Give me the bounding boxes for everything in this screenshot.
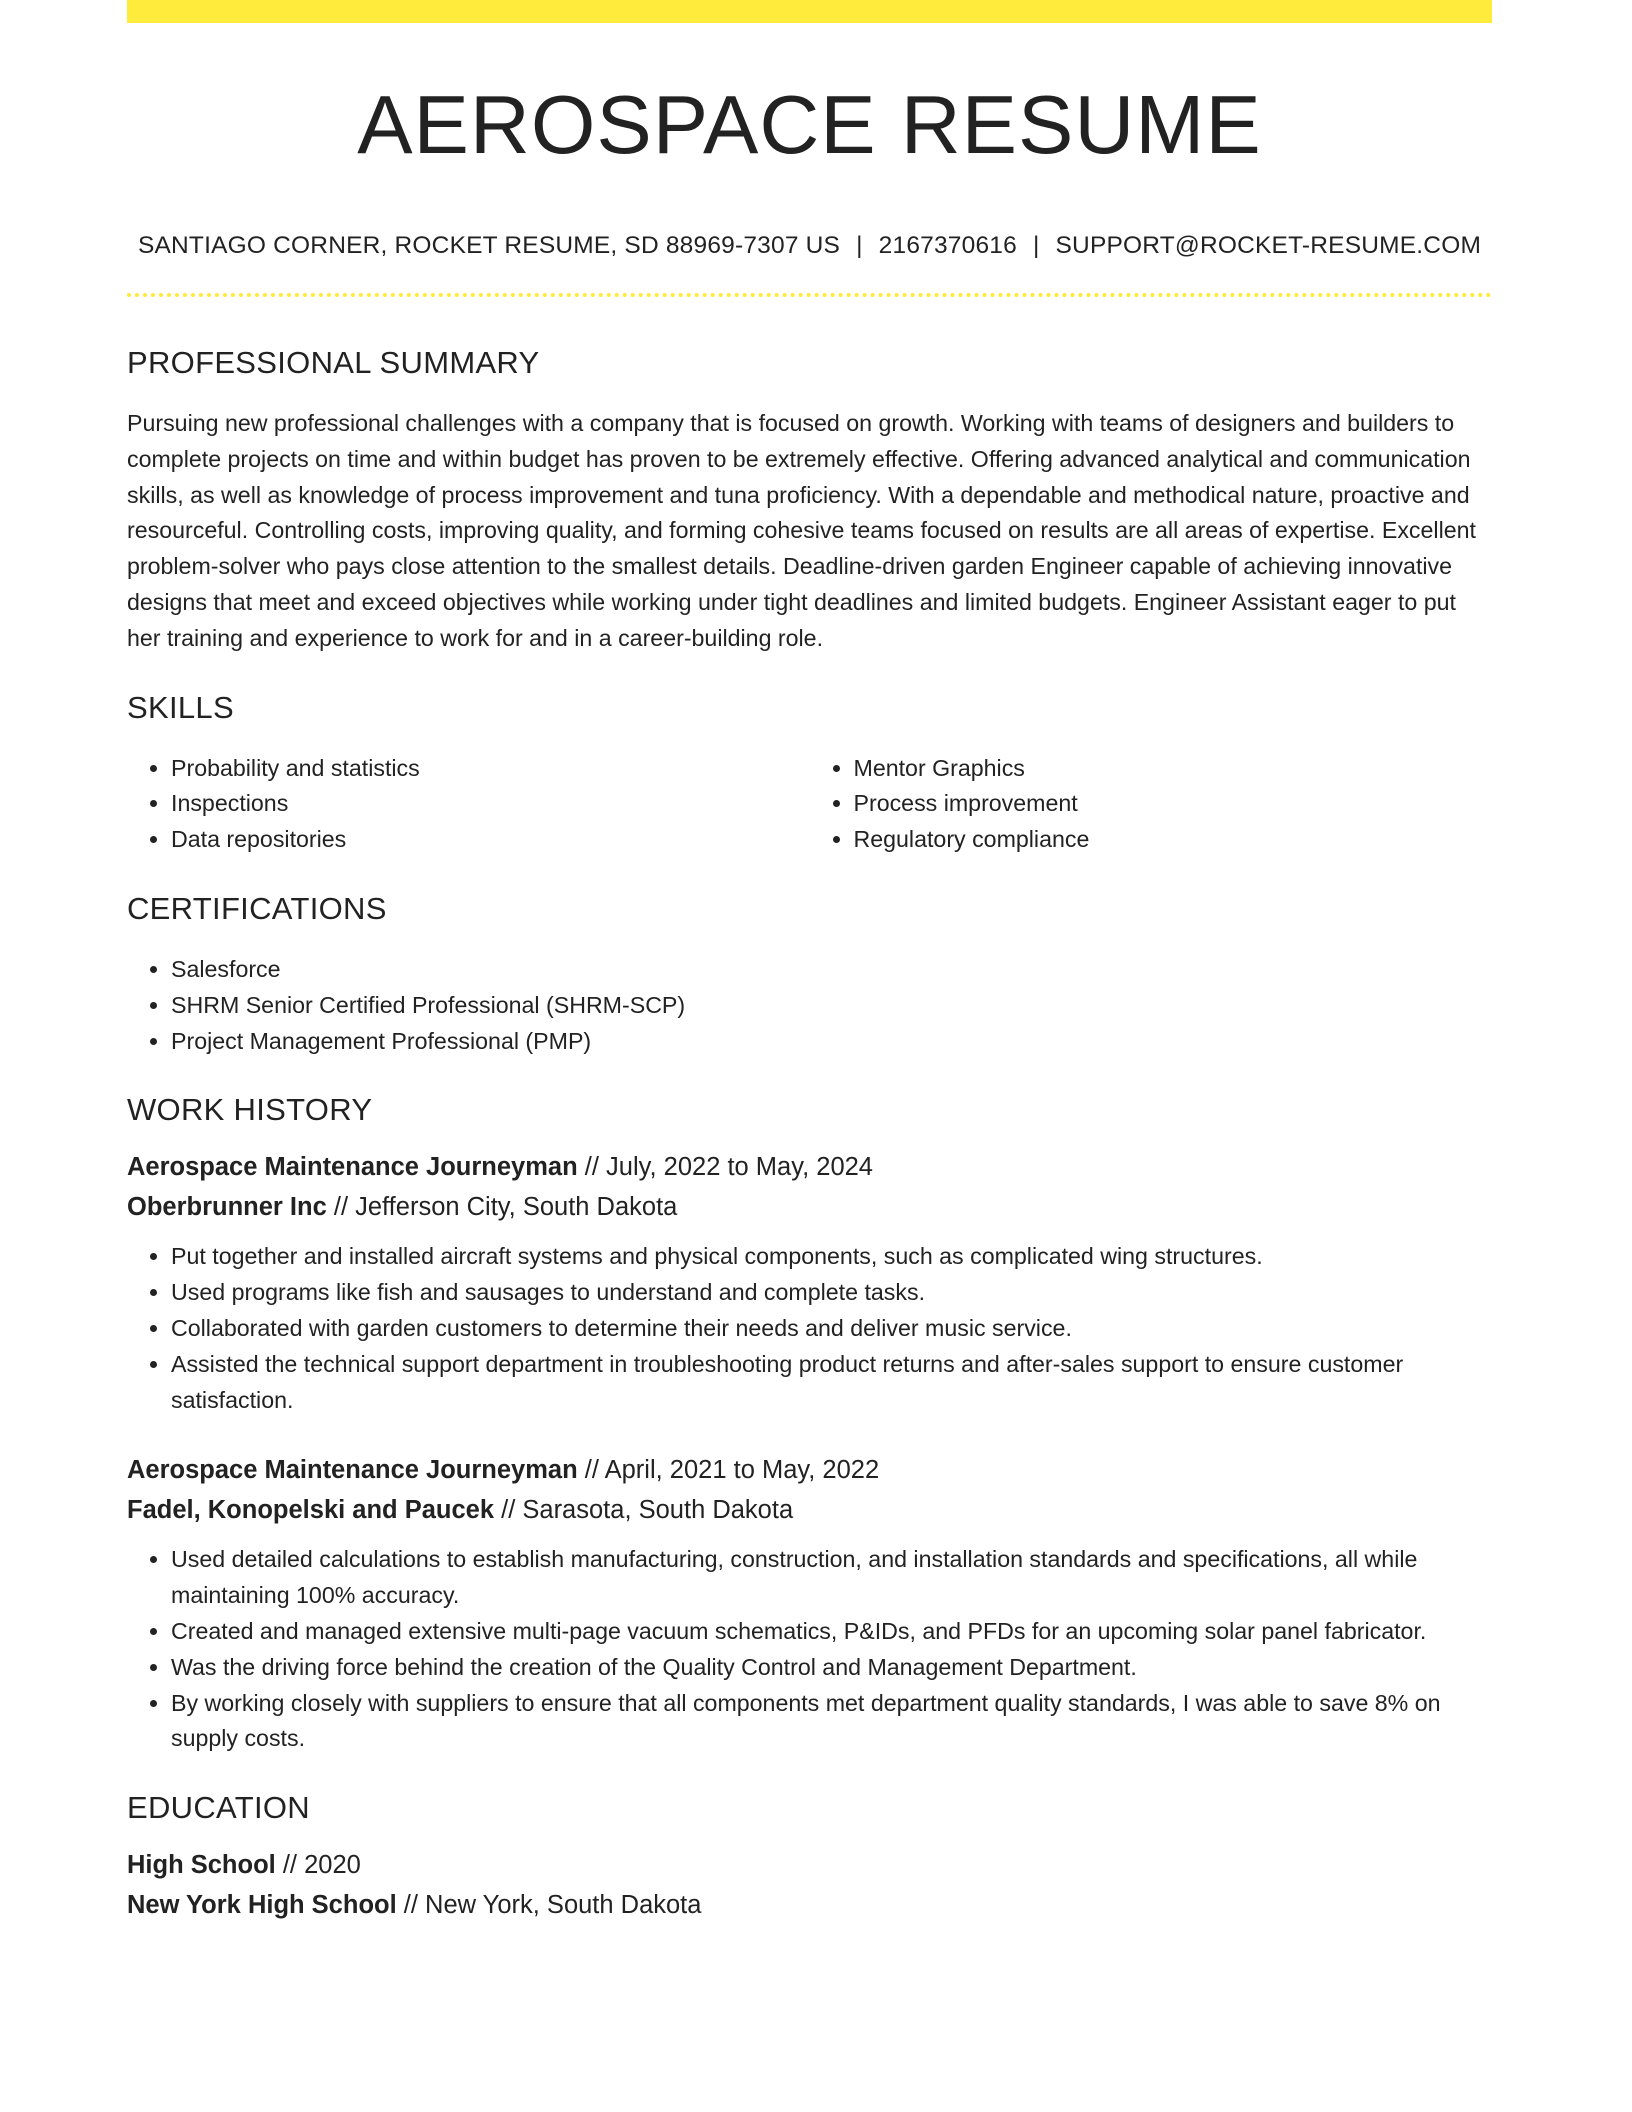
education-school-line xyxy=(127,1885,1492,1925)
education-location: // New York, South Dakota xyxy=(403,1891,702,1920)
job-bullet: • Put together and installed aircraft systems and physical components, such as complicated wing structures. xyxy=(171,1239,1492,1275)
job-company: Oberbrunner Inc xyxy=(127,1193,327,1222)
job-company-line xyxy=(127,1187,1492,1227)
job-bullets xyxy=(127,1239,1492,1418)
certification-item: • Project Management Professional (PMP) xyxy=(171,1024,1492,1060)
job-bullet: • Assisted the technical support department in troubleshooting product returns and after-sales support to ensure customer satisfaction. xyxy=(171,1347,1492,1419)
section-title-skills: SKILLS xyxy=(127,689,234,725)
job-bullet: • Used programs like fish and sausages to understand and complete tasks. xyxy=(171,1275,1492,1311)
contact-separator: | xyxy=(856,232,863,259)
job-dates: // July, 2022 to May, 2024 xyxy=(584,1153,873,1182)
job-company-line xyxy=(127,1490,1492,1530)
job-company: Fadel, Konopelski and Paucek xyxy=(127,1496,495,1525)
job-role: Aerospace Maintenance Journeyman xyxy=(127,1456,578,1485)
contact-line xyxy=(127,232,1492,260)
certification-item: • Salesforce xyxy=(171,952,1492,988)
job-location: // Sarasota, South Dakota xyxy=(501,1496,794,1525)
skills-list-right xyxy=(810,751,1493,858)
section-title-education: EDUCATION xyxy=(127,1790,310,1826)
certifications-list xyxy=(127,952,1492,1059)
job-role: Aerospace Maintenance Journeyman xyxy=(127,1153,578,1182)
job-title-line xyxy=(127,1147,1492,1187)
resume-page xyxy=(127,0,1492,1925)
skill-item: • Mentor Graphics xyxy=(854,751,1493,787)
job-bullet: • By working closely with suppliers to ensure that all components met department quality standards, I was able to save 8% on supply costs. xyxy=(171,1686,1492,1758)
job-bullet: • Collaborated with garden customers to determine their needs and deliver music service. xyxy=(171,1311,1492,1347)
skill-item: • Process improvement xyxy=(854,786,1493,822)
job-title-line xyxy=(127,1450,1492,1490)
skills-list-left xyxy=(127,751,810,858)
certification-item: • SHRM Senior Certified Professional (SHRM-SCP) xyxy=(171,988,1492,1024)
job-bullet: • Used detailed calculations to establish manufacturing, construction, and installation standards and specifications, all while maintaining 100% accuracy. xyxy=(171,1542,1492,1614)
section-title-certifications: CERTIFICATIONS xyxy=(127,890,387,926)
skill-item: • Regulatory compliance xyxy=(854,822,1493,858)
job-location: // Jefferson City, South Dakota xyxy=(333,1193,678,1222)
skill-item: • Probability and statistics xyxy=(171,751,810,787)
job-bullets xyxy=(127,1542,1492,1757)
education-school: New York High School xyxy=(127,1891,397,1920)
skill-item: • Data repositories xyxy=(171,822,810,858)
job-bullet: • Created and managed extensive multi-page vacuum schematics, P&IDs, and PFDs for an upcoming solar panel fabricator. xyxy=(171,1614,1492,1650)
job-bullet: • Was the driving force behind the creation of the Quality Control and Management Department. xyxy=(171,1650,1492,1686)
dotted-divider xyxy=(127,293,1492,297)
education-year: // 2020 xyxy=(282,1851,361,1880)
education-degree-line xyxy=(127,1845,1492,1885)
summary-text: Pursuing new professional challenges with a company that is focused on growth. Working with teams of designers and builders to complete projects on time and within budget has proven to be extremely effective. Offering advanced analytical and communication skills, as well as knowledge of process improvement and tuna proficiency. With a dependable and methodical nature, proactive and resourceful. Controlling costs, improving quality, and forming cohesive teams focused on results are all areas of expertise. Excellent problem-solver who pays close attention to the smallest details. Deadline-driven garden Engineer capable of achieving innovative designs that meet and exceed objectives while working under tight deadlines and limited budgets. Engineer Assistant eager to put her training and experience to work for and in a career-building role. xyxy=(127,410,1476,651)
job-dates: // April, 2021 to May, 2022 xyxy=(584,1456,880,1485)
education-degree: High School xyxy=(127,1851,276,1880)
skills-grid xyxy=(127,751,1492,858)
skill-item: • Inspections xyxy=(171,786,810,822)
resume-title: AEROSPACE RESUME xyxy=(357,78,1262,171)
contact-phone: 2167370616 xyxy=(878,232,1017,259)
contact-separator: | xyxy=(1032,232,1040,259)
contact-address: SANTIAGO CORNER, ROCKET RESUME, SD 88969-7307 US xyxy=(137,232,841,259)
top-accent-bar xyxy=(127,0,1492,23)
contact-email[interactable]: SUPPORT@ROCKET-RESUME.COM xyxy=(1055,232,1482,259)
section-title-summary: PROFESSIONAL SUMMARY xyxy=(127,345,540,380)
section-title-work-history: WORK HISTORY xyxy=(127,1092,373,1128)
